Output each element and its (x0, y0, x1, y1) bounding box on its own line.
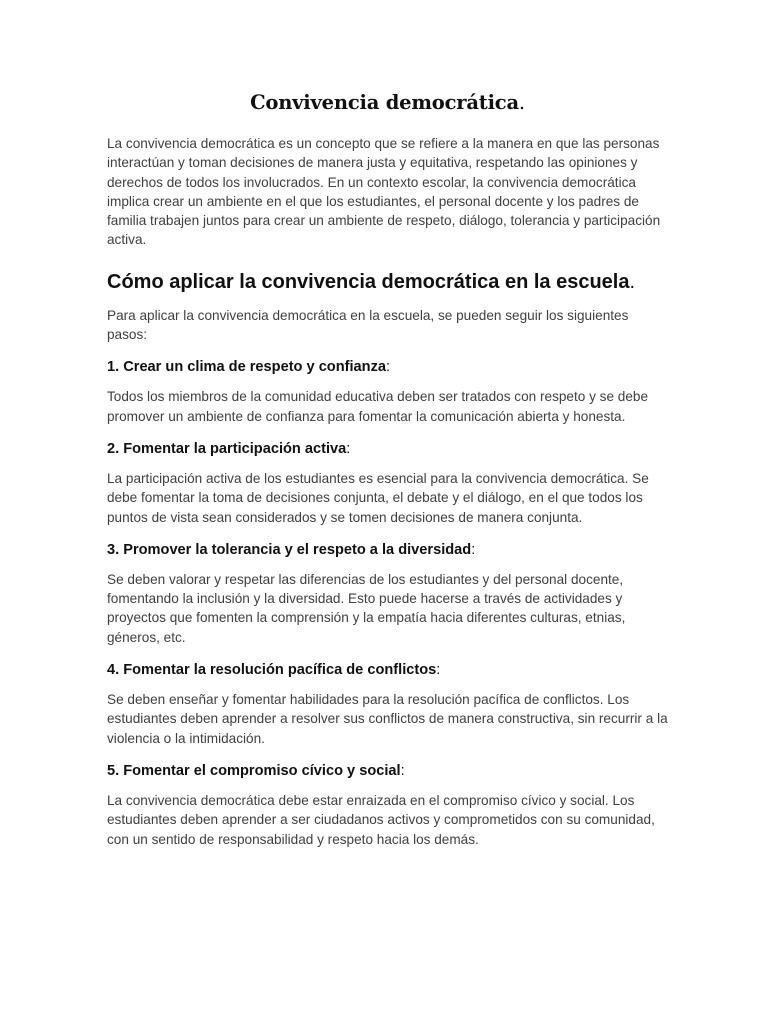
step-heading-4 (107, 660, 668, 680)
page-title-punct: . (518, 91, 525, 114)
step-heading-text: 4. Fomentar la resolución pacífica de conflictos (107, 662, 437, 679)
page-title-text: Convivencia democrática (250, 91, 519, 114)
step-heading-punct: : (436, 662, 441, 679)
step-body-2: La participación activa de los estudiantes es esencial para la convivencia democrática. Se debe fomentar la toma de decisiones conjunta, el debate y el diálogo, en el que todos los puntos de vista sean considerados y se tomen decisiones de manera conjunta. (107, 470, 649, 525)
step-heading-punct: : (346, 440, 351, 457)
step-heading-text: 2. Fomentar la participación activa (107, 440, 347, 457)
step-heading-5 (107, 761, 668, 781)
step-heading-2 (107, 439, 668, 459)
step-heading-text: 1. Crear un clima de respeto y confianza (107, 359, 386, 376)
page-title (107, 88, 668, 118)
step-heading-text: 3. Promover la tolerancia y el respeto a la diversidad (107, 541, 472, 558)
section-title-punct: . (629, 270, 636, 293)
step-body-5: La convivencia democrática debe estar enraizada en el compromiso cívico y social. Los estudiantes deben aprender a ser ciudadanos activos y comprometidos con su comunidad, con un sentido de responsabilidad y respeto hacia los demás. (107, 792, 655, 847)
section-intro-paragraph: Para aplicar la convivencia democrática en la escuela, se pueden seguir los siguientes pasos: (107, 307, 629, 343)
step-body-1: Todos los miembros de la comunidad educativa deben ser tratados con respeto y se debe promover un ambiente de confianza para fomentar la comunicación abierta y honesta. (107, 389, 649, 424)
step-body-3: Se deben valorar y respetar las diferencias de los estudiantes y del personal docente, fomentando la inclusión y la diversidad. Esto puede hacerse a través de actividades y proyectos que fomenten la comprensión y la empatía hacia diferentes culturas, etnias, géneros, etc. (107, 571, 626, 645)
step-heading-punct: : (386, 359, 391, 376)
step-heading-1 (107, 357, 668, 377)
step-heading-punct: : (400, 762, 405, 779)
step-body-4: Se deben enseñar y fomentar habilidades para la resolución pacífica de conflictos. Los estudiantes deben aprender a resolver sus conflictos de manera constructiva, sin recurrir a la violencia o la intimidación. (107, 692, 668, 746)
section-title (107, 269, 668, 295)
section-title-text: Cómo aplicar la convivencia democrática en la escuela (107, 270, 630, 293)
step-heading-3 (107, 540, 668, 560)
intro-paragraph: La convivencia democrática es un concepto que se refiere a la manera en que las personas interactúan y toman decisiones de manera justa y equitativa, respetando las opiniones y derechos de todos los involucrados. En un contexto escolar, la convivencia democrática implica crear un ambiente en el que los estudiantes, el personal docente y los padres de familia trabajen juntos para crear un ambiente de respeto, diálogo, tolerancia y participación activa. (107, 136, 661, 248)
step-heading-punct: : (471, 541, 476, 558)
step-heading-text: 5. Fomentar el compromiso cívico y social (107, 762, 401, 779)
